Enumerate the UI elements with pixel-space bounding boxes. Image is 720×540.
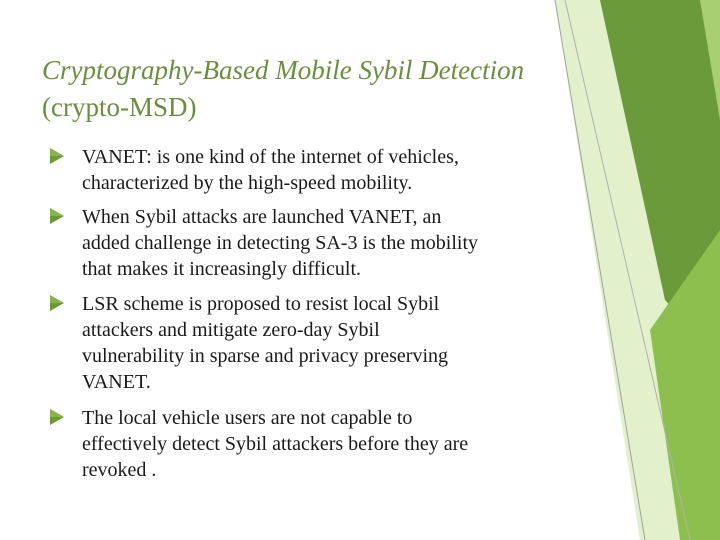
bullet-line: added challenge in detecting SA-3 is the mobility [82,232,479,254]
arrow-bullet-icon [50,208,64,224]
slide-title-line-1: Cryptography-Based Mobile Sybil Detection [42,55,525,85]
bullet-line: characterized by the high-speed mobility. [82,172,413,194]
bullet-line: VANET: is one kind of the internet of vehicles, [82,146,459,168]
bullet-line: The local vehicle users are not capable to [82,407,413,429]
bullet-text [82,291,562,395]
bullet-line: When Sybil attacks are launched VANET, an [82,206,442,228]
bullet-line: VANET. [82,371,151,393]
bullet-line: attackers and mitigate zero-day Sybil [82,319,380,341]
slide-title-line-2: (crypto-MSD) [42,92,197,122]
bullet-text [82,405,562,483]
bullet-line: vulnerability in sparse and privacy preserving [82,345,448,367]
bullet-line: that makes it increasingly difficult. [82,258,362,280]
arrow-bullet-icon [50,148,64,164]
bullet-text [82,144,562,196]
arrow-bullet-icon [50,295,64,311]
bullet-line: effectively detect Sybil attackers before they are [82,433,469,455]
arrow-bullet-icon [50,409,64,425]
bullet-line: revoked . [82,459,157,481]
bullet-line: LSR scheme is proposed to resist local Sybil [82,293,440,315]
bullet-text [82,204,562,282]
